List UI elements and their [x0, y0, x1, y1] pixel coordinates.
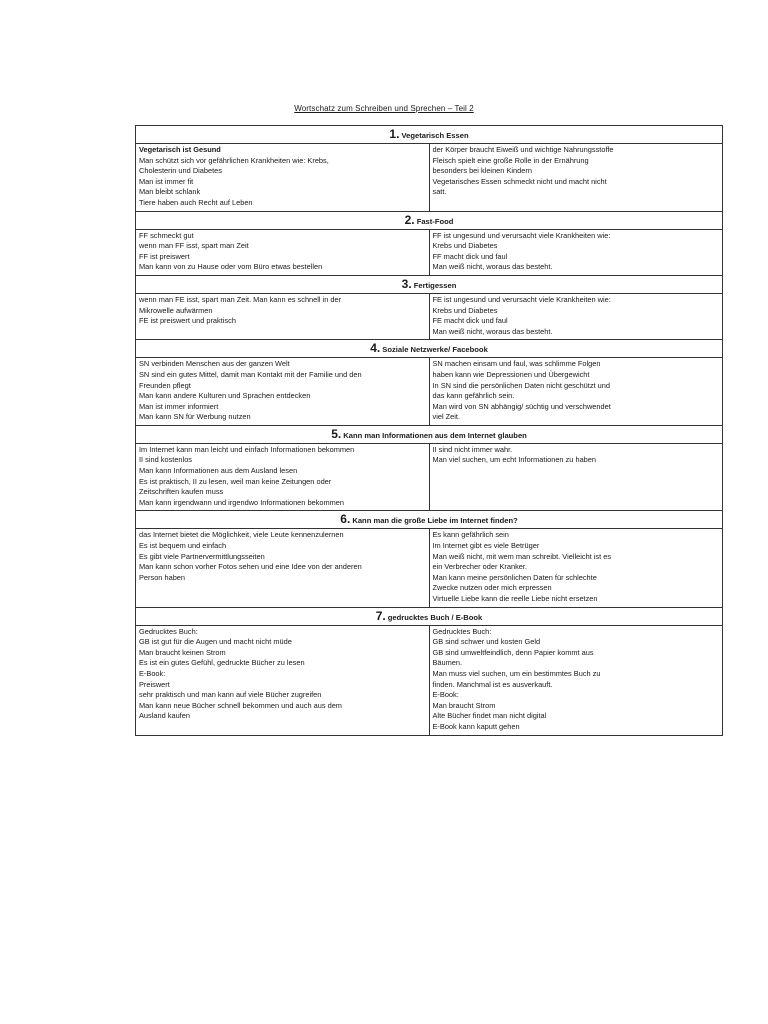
- section-header: [136, 211, 723, 229]
- section-header: [136, 607, 723, 625]
- argument-line: sehr praktisch und man kann auf viele Bücher zugreifen: [139, 690, 322, 700]
- argument-line: finden. Manchmal ist es ausverkauft.: [432, 679, 553, 689]
- section-number: 3.: [401, 276, 412, 291]
- argument-line: Man kann irgendwann und irgendwo Informationen bekommen: [139, 497, 345, 507]
- argument-line: Tiere haben auch Recht auf Leben: [139, 197, 253, 207]
- argument-line: SN sind ein gutes Mittel, damit man Kontakt mit der Familie und den: [139, 369, 362, 379]
- section-header: [136, 126, 723, 144]
- argument-line: Es ist bequem und einfach: [139, 541, 227, 551]
- argument-line: haben kann wie Depressionen und Übergewicht: [432, 369, 590, 379]
- argument-line: das kann gefährlich sein.: [432, 391, 515, 401]
- vocabulary-table: [135, 125, 723, 736]
- argument-line: Man schützt sich vor gefährlichen Krankheiten wie: Krebs,: [139, 155, 329, 165]
- argument-line: Man weiß nicht, woraus das besteht.: [432, 326, 553, 336]
- section-content-row: [136, 625, 723, 735]
- argument-line: FE macht dick und faul: [432, 316, 508, 326]
- section-header-row: [136, 607, 723, 625]
- argument-line: Freunden pflegt: [139, 380, 191, 390]
- argument-line: ein Verbrecher oder Kranker.: [432, 562, 527, 572]
- section-number: 5.: [331, 426, 342, 441]
- section-header: [136, 425, 723, 443]
- argument-line: Es gibt viele Partnervermittlungsseiten: [139, 551, 265, 561]
- argument-line: GB sind umweltfeindlich, denn Papier kommt aus: [432, 647, 594, 657]
- argument-line: Zwecke nutzen oder mich erpressen: [432, 583, 552, 593]
- argument-line: GB sind schwer und kosten Geld: [432, 637, 541, 647]
- argument-line: Man ist immer fit: [139, 176, 194, 186]
- section-title: Vegetarisch Essen: [401, 131, 469, 140]
- section-content-row: [136, 358, 723, 426]
- argument-line: Man kann andere Kulturen und Sprachen entdecken: [139, 391, 311, 401]
- argument-line: Man kann neue Bücher schnell bekommen und auch aus dem: [139, 700, 342, 710]
- argument-line: Man wird von SN abhängig/ süchtig und verschwendet: [432, 401, 611, 411]
- argument-line: Im Internet gibt es viele Betrüger: [432, 541, 540, 551]
- argument-line: E-Book:: [139, 668, 166, 678]
- argument-line: Cholesterin und Diabetes: [139, 166, 222, 176]
- argument-line: E-Book:: [432, 690, 459, 700]
- argument-line: In SN sind die persönlichen Daten nicht geschützt und: [432, 380, 610, 390]
- document-title: Wortschatz zum Schreiben und Sprechen – Teil 2: [294, 104, 474, 113]
- argument-line: Man kann von zu Hause oder vom Büro etwas bestellen: [139, 262, 323, 272]
- argument-line: FF macht dick und faul: [432, 251, 508, 261]
- argument-line: besonders bei kleinen Kindern: [432, 166, 532, 176]
- argument-line: Man weiß nicht, mit wem man schreibt. Vielleicht ist es: [432, 551, 612, 561]
- argument-line: Es ist ein gutes Gefühl, gedruckte Bücher zu lesen: [139, 658, 305, 668]
- argument-line: Man kann meine persönlichen Daten für schlechte: [432, 572, 597, 582]
- pro-arguments-cell: [136, 293, 430, 339]
- argument-line: Preiswert: [139, 679, 170, 689]
- section-content-row: [136, 443, 723, 511]
- argument-line: Fleisch spielt eine große Rolle in der Ernährung: [432, 155, 589, 165]
- section-header-row: [136, 211, 723, 229]
- argument-line: Es kann gefährlich sein: [432, 530, 509, 540]
- pro-arguments-cell: [136, 443, 430, 511]
- argument-line: II sind kostenlos: [139, 455, 192, 465]
- argument-line: Zeitschriften kaufen muss: [139, 487, 224, 497]
- pro-arguments-cell: [136, 229, 430, 275]
- argument-line: Man kann SN für Werbung nutzen: [139, 412, 251, 422]
- argument-line: Virtuelle Liebe kann die reelle Liebe nicht ersetzen: [432, 594, 598, 603]
- section-title: Fertigessen: [413, 280, 457, 290]
- argument-line: II sind nicht immer wahr.: [432, 444, 513, 454]
- argument-line: Gedrucktes Buch:: [139, 626, 198, 636]
- section-content-row: [136, 144, 723, 212]
- section-number: 1.: [389, 127, 400, 141]
- section-title: gedrucktes Buch / E-Book: [387, 612, 483, 622]
- argument-line: Man kann Informationen aus dem Ausland lesen: [139, 466, 298, 476]
- contra-arguments-cell: [429, 443, 723, 511]
- argument-line: satt.: [432, 187, 447, 197]
- section-title: Kann man Informationen aus dem Internet glauben: [343, 430, 527, 440]
- argument-line: FF ist preiswert: [139, 251, 190, 261]
- section-title: Fast-Food: [416, 216, 454, 226]
- argument-line: Man weiß nicht, woraus das besteht.: [432, 262, 553, 272]
- argument-line: Ausland kaufen: [139, 711, 190, 721]
- contra-arguments-cell: [429, 529, 723, 607]
- argument-line: Vegetarisches Essen schmeckt nicht und macht nicht: [432, 176, 607, 186]
- argument-line: Man ist immer informiert: [139, 401, 219, 411]
- section-number: 2.: [404, 212, 415, 227]
- argument-line: FE ist ungesund und verursacht viele Krankheiten wie:: [432, 294, 611, 304]
- section-header-row: [136, 425, 723, 443]
- argument-line: E-Book kann kaputt gehen: [432, 721, 520, 731]
- argument-line: Man braucht keinen Strom: [139, 647, 226, 657]
- argument-line: Mikrowelle aufwärmen: [139, 305, 213, 315]
- section-header: [136, 275, 723, 293]
- pro-arguments-cell: [136, 529, 430, 607]
- section-content-row: [136, 529, 723, 607]
- argument-line: Es ist praktisch, II zu lesen, weil man keine Zeitungen oder: [139, 476, 332, 486]
- argument-line: Gedrucktes Buch:: [432, 626, 492, 636]
- section-header-row: [136, 340, 723, 358]
- argument-line: FE ist preiswert und praktisch: [139, 316, 236, 326]
- argument-line: Man bleibt schlank: [139, 187, 201, 197]
- argument-line: FF schmeckt gut: [139, 230, 194, 240]
- argument-line: Im Internet kann man leicht und einfach Informationen bekommen: [139, 444, 355, 454]
- argument-line: wenn man FF isst, spart man Zeit: [139, 241, 249, 251]
- pro-arguments-cell: [136, 144, 430, 212]
- section-header-row: [136, 511, 723, 529]
- argument-line: FF ist ungesund und verursacht viele Krankheiten wie:: [432, 230, 611, 240]
- argument-line: wenn man FE isst, spart man Zeit. Man kann es schnell in der: [139, 294, 342, 304]
- argument-line: das Internet bietet die Möglichkeit, viele Leute kennenzulernen: [139, 530, 344, 540]
- contra-arguments-cell: [429, 625, 723, 735]
- argument-line: GB ist gut für die Augen und macht nicht müde: [139, 637, 292, 647]
- argument-line: Vegetarisch ist Gesund: [139, 145, 221, 154]
- contra-arguments-cell: [429, 358, 723, 426]
- argument-line: SN machen einsam und faul, was schlimme Folgen: [432, 359, 601, 369]
- argument-line: Man muss viel suchen, um ein bestimmtes Buch zu: [432, 668, 601, 678]
- section-header: [136, 340, 723, 358]
- section-title: Soziale Netzwerke/ Facebook: [382, 345, 488, 355]
- contra-arguments-cell: [429, 229, 723, 275]
- section-header-row: [136, 126, 723, 144]
- argument-line: viel Zeit.: [432, 412, 461, 422]
- section-header-row: [136, 275, 723, 293]
- section-title: Kann man die große Liebe im Internet finden?: [352, 516, 518, 526]
- argument-line: Krebs und Diabetes: [432, 241, 498, 251]
- section-header: [136, 511, 723, 529]
- pro-arguments-cell: [136, 625, 430, 735]
- argument-line: Bäumen.: [432, 658, 463, 668]
- argument-line: Man kann schon vorher Fotos sehen und eine Idee von der anderen: [139, 562, 362, 572]
- section-number: 7.: [375, 608, 386, 623]
- argument-line: Man viel suchen, um echt Informationen zu haben: [432, 455, 597, 465]
- contra-arguments-cell: [429, 144, 723, 212]
- argument-line: der Körper braucht Eiweiß und wichtige Nahrungsstoffe: [432, 145, 614, 154]
- argument-line: Krebs und Diabetes: [432, 305, 498, 315]
- section-content-row: [136, 293, 723, 339]
- section-number: 6.: [340, 512, 351, 527]
- argument-line: Person haben: [139, 572, 186, 582]
- section-number: 4.: [370, 341, 381, 356]
- argument-line: Man braucht Strom: [432, 700, 496, 710]
- section-content-row: [136, 229, 723, 275]
- pro-arguments-cell: [136, 358, 430, 426]
- argument-line: Alte Bücher findet man nicht digital: [432, 711, 547, 721]
- argument-line: SN verbinden Menschen aus der ganzen Welt: [139, 359, 290, 369]
- contra-arguments-cell: [429, 293, 723, 339]
